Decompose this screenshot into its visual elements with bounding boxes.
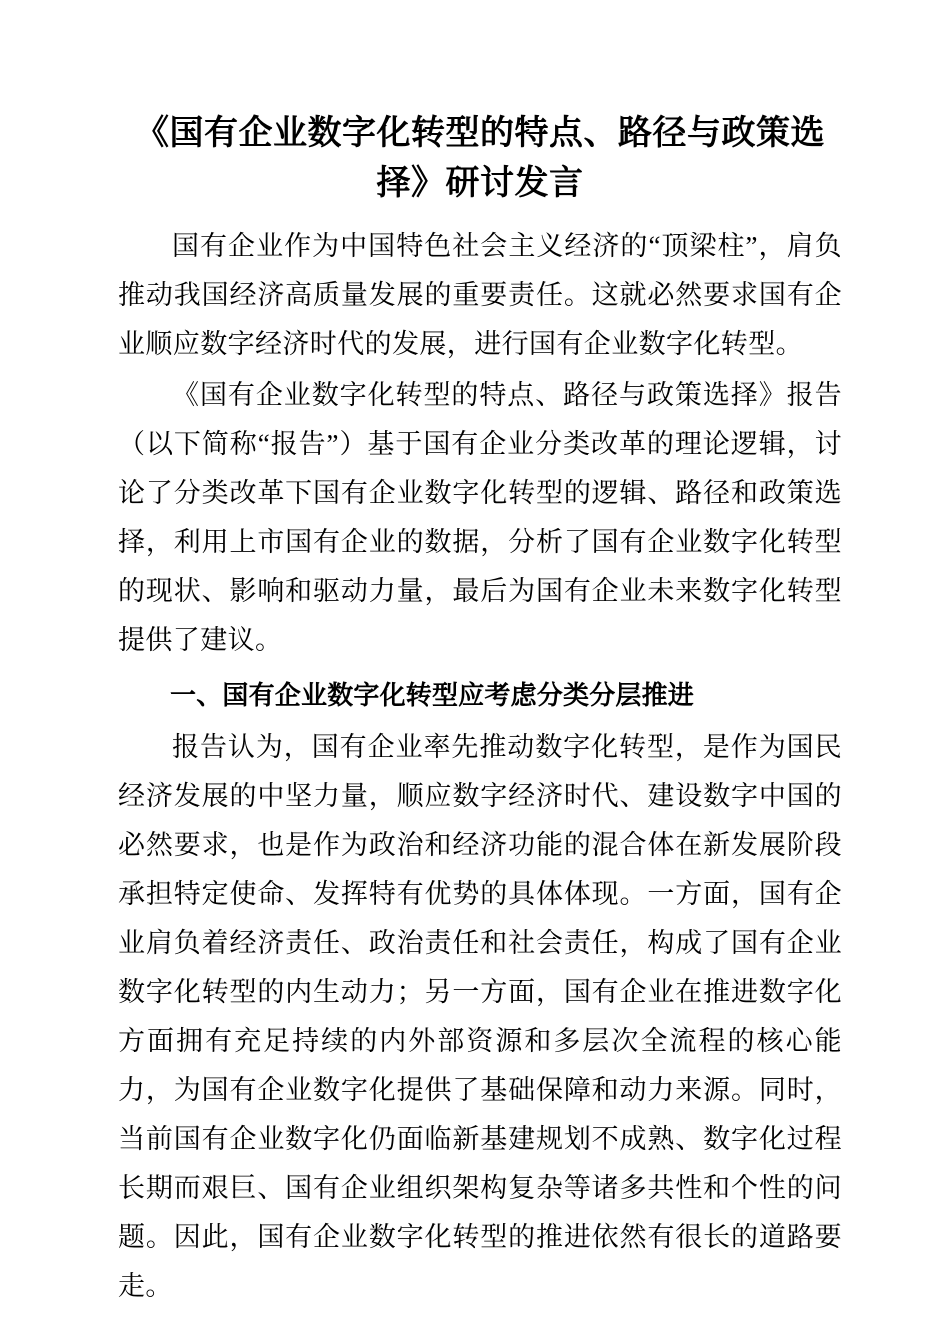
paragraph-2: 《国有企业数字化转型的特点、路径与政策选择》报告（以下简称“报告”）基于国有企业分类改革的理论逻辑，讨论了分类改革下国有企业数字化转型的逻辑、路径和政策选择，利用上市国有企业的数据，分析了国有企业数字化转型的现状、影响和驱动力量，最后为国有企业未来数字化转型提供了建议。: [118, 380, 842, 655]
paragraph-1: 国有企业作为中国特色社会主义经济的“顶梁柱”，肩负推动我国经济高质量发展的重要责任。这就必然要求国有企业顺应数字经济时代的发展，进行国有企业数字化转型。: [118, 231, 842, 359]
paragraph-3: 报告认为，国有企业率先推动数字化转型，是作为国民经济发展的中坚力量，顺应数字经济时代、建设数字中国的必然要求，也是作为政治和经济功能的混合体在新发展阶段承担特定使命、发挥特有优势的具体体现。一方面，国有企业肩负着经济责任、政治责任和社会责任，构成了国有企业数字化转型的内生动力；另一方面，国有企业在推进数字化方面拥有充足持续的内外部资源和多层次全流程的核心能力，为国有企业数字化提供了基础保障和动力来源。同时，当前国有企业数字化仍面临新基建规划不成熟、数字化过程长期而艰巨、国有企业组织架构复杂等诸多共性和个性的问题。因此，国有企业数字化转型的推进依然有很长的道路要走。: [118, 732, 842, 1301]
section-heading-1: 一、国有企业数字化转型应考虑分类分层推进: [170, 681, 695, 711]
document-title: 《国有企业数字化转型的特点、路径与政策选择》研讨发言: [135, 113, 825, 203]
